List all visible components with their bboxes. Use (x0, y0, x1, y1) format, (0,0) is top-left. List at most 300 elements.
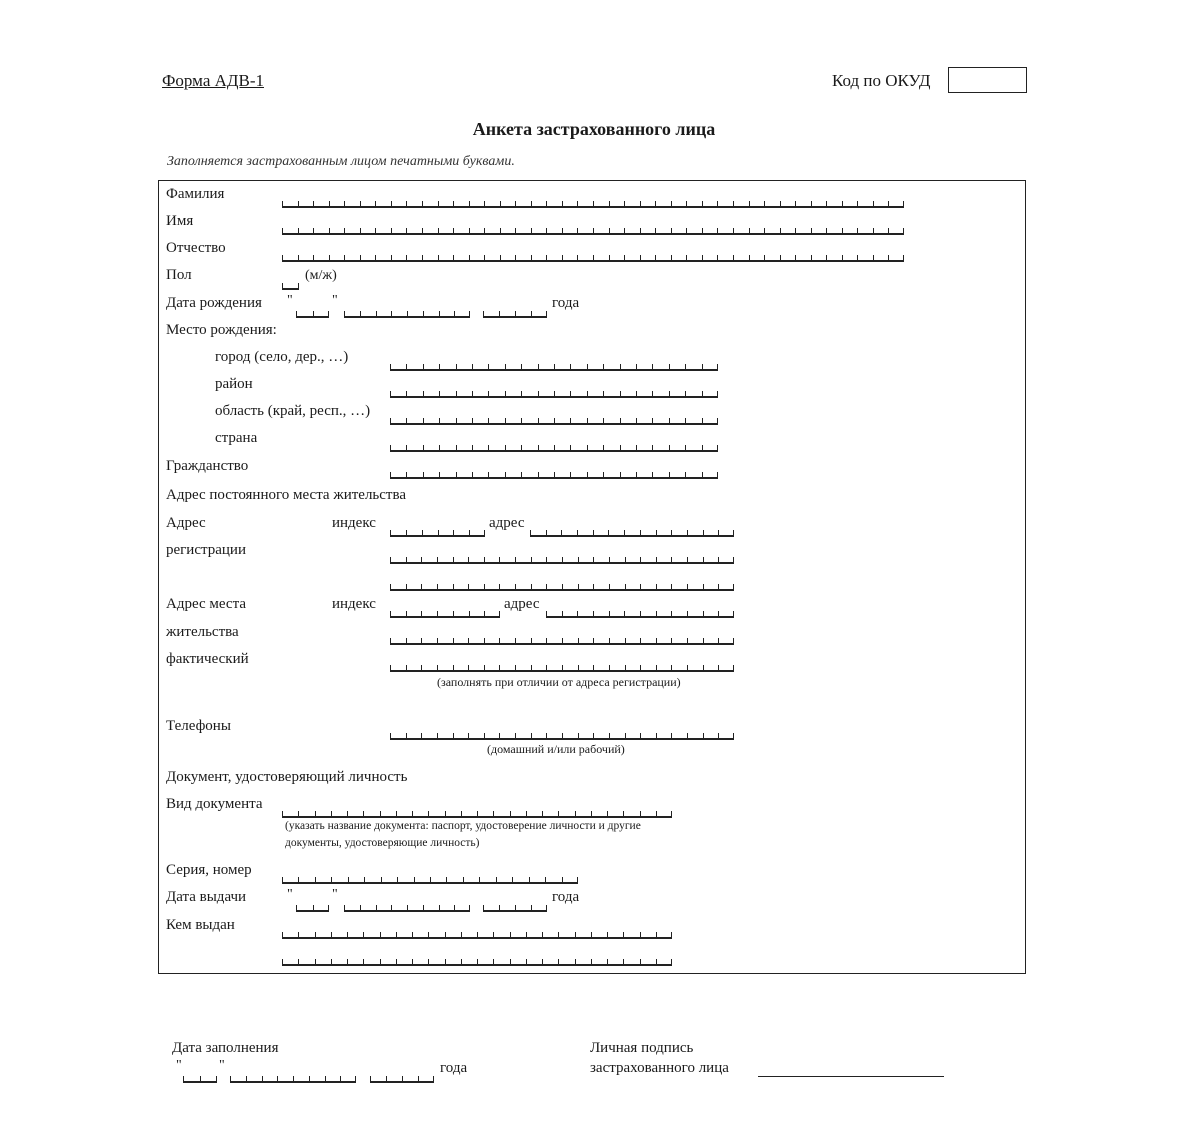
cell-divider (331, 877, 332, 882)
cell-divider (640, 557, 641, 562)
cell-divider (390, 445, 391, 450)
cell-divider (363, 959, 364, 964)
cell-divider (331, 959, 332, 964)
cell-divider (446, 877, 447, 882)
cell-divider (718, 557, 719, 562)
cell-divider (624, 255, 625, 260)
page-title: Анкета застрахованного лица (472, 119, 716, 139)
cell-divider (608, 530, 609, 535)
cell-divider (652, 445, 653, 450)
reg-address-word: адрес (489, 515, 525, 531)
cell-divider (538, 418, 539, 423)
cell-divider (347, 811, 348, 816)
cell-divider (344, 255, 345, 260)
cell-divider (488, 418, 489, 423)
cell-divider (578, 584, 579, 589)
cell-divider (381, 877, 382, 882)
cell-divider (499, 611, 500, 616)
cell-divider (505, 418, 506, 423)
cell-divider (422, 255, 423, 260)
cell-divider (512, 877, 513, 882)
cell-divider (438, 255, 439, 260)
issued-by-field-1[interactable] (282, 933, 672, 939)
cell-divider (656, 665, 657, 670)
cell-divider (538, 472, 539, 477)
cell-divider (453, 638, 454, 643)
cell-divider (483, 905, 484, 910)
fill-month-field[interactable] (230, 1077, 356, 1083)
cell-divider (603, 472, 604, 477)
issue-year-field[interactable] (483, 906, 547, 912)
fill-year-field[interactable] (370, 1077, 434, 1083)
cell-divider (505, 364, 506, 369)
cell-divider (406, 201, 407, 206)
reg-address-field-2[interactable] (390, 558, 734, 564)
cell-divider (842, 255, 843, 260)
sex-field[interactable] (282, 284, 299, 290)
cell-divider (344, 201, 345, 206)
cell-divider (749, 228, 750, 233)
citizenship-field[interactable] (390, 473, 718, 479)
cell-divider (262, 1076, 263, 1081)
cell-divider (625, 733, 626, 738)
cell-divider (328, 311, 329, 316)
doc-type-hint-1: (указать название документа: паспорт, удостоверение личности и другие (285, 820, 641, 832)
cell-divider (669, 364, 670, 369)
cell-divider (562, 584, 563, 589)
cell-divider (593, 201, 594, 206)
issued-by-field-2[interactable] (282, 960, 672, 966)
cell-divider (375, 201, 376, 206)
cell-divider (671, 255, 672, 260)
cell-divider (587, 445, 588, 450)
cell-divider (587, 472, 588, 477)
cell-divider (344, 228, 345, 233)
cell-divider (546, 638, 547, 643)
cell-divider (656, 530, 657, 535)
cell-divider (718, 638, 719, 643)
cell-divider (437, 557, 438, 562)
cell-divider (671, 811, 672, 816)
birth-region-field[interactable] (390, 419, 718, 425)
cell-divider (764, 228, 765, 233)
cell-divider (826, 228, 827, 233)
cell-divider (669, 391, 670, 396)
cell-divider (360, 905, 361, 910)
signature-line[interactable] (758, 1076, 944, 1077)
cell-divider (430, 877, 431, 882)
birth-month-field[interactable] (344, 312, 470, 318)
cell-divider (888, 255, 889, 260)
cell-divider (315, 932, 316, 937)
cell-divider (717, 255, 718, 260)
birth-year-label: года (552, 295, 580, 311)
cell-divider (414, 877, 415, 882)
cell-divider (468, 557, 469, 562)
cell-divider (686, 228, 687, 233)
cell-divider (344, 311, 345, 316)
cell-divider (282, 283, 283, 288)
cell-divider (438, 201, 439, 206)
cell-divider (437, 584, 438, 589)
cell-divider (562, 877, 563, 882)
cell-divider (687, 530, 688, 535)
cell-divider (200, 1076, 201, 1081)
cell-divider (640, 584, 641, 589)
cell-divider (230, 1076, 231, 1081)
reg-index-field[interactable] (390, 531, 485, 537)
birth-city-label: город (село, дер., …) (215, 349, 349, 365)
cell-divider (456, 445, 457, 450)
cell-divider (903, 255, 904, 260)
cell-divider (703, 665, 704, 670)
cell-divider (282, 959, 283, 964)
cell-divider (687, 733, 688, 738)
cell-divider (733, 733, 734, 738)
actual-index-label: индекс (332, 596, 376, 612)
cell-divider (656, 959, 657, 964)
cell-divider (562, 638, 563, 643)
cell-divider (313, 228, 314, 233)
cell-divider (313, 311, 314, 316)
cell-divider (717, 418, 718, 423)
cell-divider (468, 638, 469, 643)
cell-divider (609, 638, 610, 643)
cell-divider (609, 228, 610, 233)
cell-divider (733, 665, 734, 670)
cell-divider (375, 255, 376, 260)
cell-divider (717, 201, 718, 206)
cell-divider (578, 665, 579, 670)
cell-divider (546, 255, 547, 260)
cell-divider (479, 877, 480, 882)
cell-divider (703, 638, 704, 643)
cell-divider (609, 557, 610, 562)
quote-close: " (219, 1058, 225, 1073)
cell-divider (437, 665, 438, 670)
cell-divider (510, 932, 511, 937)
actual-address-word: адрес (504, 596, 540, 612)
cell-divider (702, 255, 703, 260)
cell-divider (454, 905, 455, 910)
cell-divider (640, 733, 641, 738)
cell-divider (453, 228, 454, 233)
cell-divider (463, 877, 464, 882)
birth-district-field[interactable] (390, 392, 718, 398)
cell-divider (309, 1076, 310, 1081)
cell-divider (298, 959, 299, 964)
actual-address-field-1[interactable] (546, 612, 734, 618)
cell-divider (390, 665, 391, 670)
actual-address-field-3[interactable] (390, 666, 734, 672)
okud-code-input[interactable] (948, 67, 1027, 93)
cell-divider (570, 364, 571, 369)
cell-divider (515, 311, 516, 316)
cell-divider (558, 959, 559, 964)
cell-divider (577, 611, 578, 616)
reg-address-field-1[interactable] (530, 531, 734, 537)
cell-divider (562, 665, 563, 670)
cell-divider (360, 201, 361, 206)
issue-day-field[interactable] (296, 906, 329, 912)
cell-divider (183, 1076, 184, 1081)
cell-divider (795, 201, 796, 206)
cell-divider (703, 530, 704, 535)
cell-divider (355, 1076, 356, 1081)
phones-field[interactable] (390, 734, 734, 740)
cell-divider (531, 905, 532, 910)
name-field[interactable] (282, 229, 904, 235)
cell-divider (623, 959, 624, 964)
cell-divider (325, 1076, 326, 1081)
cell-divider (496, 877, 497, 882)
cell-divider (454, 311, 455, 316)
cell-divider (591, 932, 592, 937)
fill-day-field[interactable] (183, 1077, 217, 1083)
cell-divider (406, 611, 407, 616)
cell-divider (554, 364, 555, 369)
cell-divider (469, 228, 470, 233)
cell-divider (468, 665, 469, 670)
cell-divider (390, 391, 391, 396)
birth-date-label: Дата рождения (166, 295, 262, 311)
birth-day-field[interactable] (296, 312, 329, 318)
cell-divider (472, 472, 473, 477)
cell-divider (531, 201, 532, 206)
cell-divider (531, 665, 532, 670)
cell-divider (468, 733, 469, 738)
cell-divider (390, 557, 391, 562)
address-section-label: Адрес постоянного места жительства (166, 487, 407, 503)
cell-divider (282, 932, 283, 937)
cell-divider (515, 557, 516, 562)
actual-address-label-1: Адрес места (166, 596, 246, 612)
series-number-field[interactable] (282, 878, 578, 884)
cell-divider (718, 733, 719, 738)
okud-label: Код по ОКУД (832, 71, 931, 90)
cell-divider (439, 391, 440, 396)
cell-divider (406, 418, 407, 423)
cell-divider (406, 530, 407, 535)
cell-divider (603, 391, 604, 396)
cell-divider (562, 201, 563, 206)
cell-divider (477, 959, 478, 964)
cell-divider (406, 638, 407, 643)
cell-divider (538, 445, 539, 450)
cell-divider (554, 418, 555, 423)
cell-divider (531, 557, 532, 562)
cell-divider (671, 932, 672, 937)
cell-divider (484, 611, 485, 616)
cell-divider (282, 255, 283, 260)
quote-close: " (332, 293, 338, 308)
issue-month-field[interactable] (344, 906, 470, 912)
cell-divider (873, 228, 874, 233)
cell-divider (422, 530, 423, 535)
cell-divider (593, 665, 594, 670)
cell-divider (328, 905, 329, 910)
cell-divider (421, 584, 422, 589)
cell-divider (477, 811, 478, 816)
cell-divider (439, 364, 440, 369)
cell-divider (402, 1076, 403, 1081)
cell-divider (873, 255, 874, 260)
cell-divider (530, 530, 531, 535)
cell-divider (531, 733, 532, 738)
cell-divider (488, 472, 489, 477)
cell-divider (347, 932, 348, 937)
cell-divider (652, 472, 653, 477)
actual-address-hint: (заполнять при отличии от адреса регистрации) (437, 675, 681, 689)
cell-divider (842, 201, 843, 206)
reg-index-label: индекс (332, 515, 376, 531)
patronymic-field[interactable] (282, 256, 904, 262)
cell-divider (702, 228, 703, 233)
cell-divider (656, 811, 657, 816)
cell-divider (575, 932, 576, 937)
cell-divider (542, 811, 543, 816)
cell-divider (857, 228, 858, 233)
cell-divider (380, 932, 381, 937)
cell-divider (456, 391, 457, 396)
cell-divider (702, 391, 703, 396)
cell-divider (390, 418, 391, 423)
cell-divider (826, 255, 827, 260)
cell-divider (671, 584, 672, 589)
cell-divider (510, 811, 511, 816)
cell-divider (412, 932, 413, 937)
cell-divider (561, 530, 562, 535)
cell-divider (795, 255, 796, 260)
birth-city-field[interactable] (390, 365, 718, 371)
cell-divider (702, 418, 703, 423)
cell-divider (216, 1076, 217, 1081)
cell-divider (554, 472, 555, 477)
cell-divider (857, 255, 858, 260)
cell-divider (640, 638, 641, 643)
cell-divider (685, 445, 686, 450)
cell-divider (733, 530, 734, 535)
cell-divider (703, 557, 704, 562)
cell-divider (640, 959, 641, 964)
reg-address-field-3[interactable] (390, 585, 734, 591)
cell-divider (418, 1076, 419, 1081)
cell-divider (390, 364, 391, 369)
series-number-label: Серия, номер (166, 862, 252, 878)
birth-region-label: область (край, респ., …) (215, 403, 371, 419)
actual-address-field-2[interactable] (390, 639, 734, 645)
citizenship-label: Гражданство (166, 458, 249, 474)
cell-divider (620, 472, 621, 477)
cell-divider (718, 611, 719, 616)
cell-divider (811, 255, 812, 260)
cell-divider (315, 877, 316, 882)
cell-divider (671, 228, 672, 233)
birth-country-field[interactable] (390, 446, 718, 452)
signature-label-1: Личная подпись (590, 1040, 694, 1056)
cell-divider (499, 311, 500, 316)
cell-divider (484, 733, 485, 738)
cell-divider (640, 255, 641, 260)
cell-divider (718, 665, 719, 670)
cell-divider (780, 201, 781, 206)
cell-divider (423, 418, 424, 423)
cell-divider (340, 1076, 341, 1081)
birth-year-field[interactable] (483, 312, 547, 318)
cell-divider (562, 733, 563, 738)
birth-country-label: страна (215, 430, 258, 446)
cell-divider (577, 255, 578, 260)
signature-label-2: застрахованного лица (590, 1060, 729, 1076)
cell-divider (396, 811, 397, 816)
cell-divider (529, 877, 530, 882)
cell-divider (484, 638, 485, 643)
cell-divider (570, 391, 571, 396)
cell-divider (718, 584, 719, 589)
cell-divider (620, 445, 621, 450)
cell-divider (636, 364, 637, 369)
cell-divider (298, 255, 299, 260)
cell-divider (437, 638, 438, 643)
cell-divider (515, 905, 516, 910)
cell-divider (298, 811, 299, 816)
cell-divider (703, 733, 704, 738)
cell-divider (380, 959, 381, 964)
cell-divider (505, 472, 506, 477)
cell-divider (423, 472, 424, 477)
cell-divider (607, 811, 608, 816)
cell-divider (423, 905, 424, 910)
cell-divider (469, 311, 470, 316)
cell-divider (499, 905, 500, 910)
cell-divider (577, 228, 578, 233)
surname-field[interactable] (282, 202, 904, 208)
cell-divider (609, 665, 610, 670)
cell-divider (717, 472, 718, 477)
cell-divider (669, 445, 670, 450)
cell-divider (500, 201, 501, 206)
cell-divider (575, 959, 576, 964)
doc-type-field[interactable] (282, 812, 672, 818)
cell-divider (469, 255, 470, 260)
cell-divider (570, 472, 571, 477)
cell-divider (671, 638, 672, 643)
cell-divider (640, 228, 641, 233)
actual-index-field[interactable] (390, 612, 500, 618)
cell-divider (620, 391, 621, 396)
cell-divider (733, 638, 734, 643)
cell-divider (625, 557, 626, 562)
cell-divider (578, 557, 579, 562)
birth-district-label: район (215, 376, 253, 392)
cell-divider (636, 445, 637, 450)
cell-divider (423, 311, 424, 316)
cell-divider (542, 932, 543, 937)
cell-divider (488, 445, 489, 450)
cell-divider (685, 472, 686, 477)
cell-divider (546, 228, 547, 233)
cell-divider (546, 530, 547, 535)
cell-divider (521, 418, 522, 423)
cell-divider (570, 445, 571, 450)
cell-divider (445, 811, 446, 816)
issue-year-label: года (552, 889, 580, 905)
fill-date-label: Дата заполнения (172, 1040, 279, 1056)
cell-divider (390, 472, 391, 477)
cell-divider (591, 811, 592, 816)
cell-divider (493, 959, 494, 964)
cell-divider (445, 959, 446, 964)
